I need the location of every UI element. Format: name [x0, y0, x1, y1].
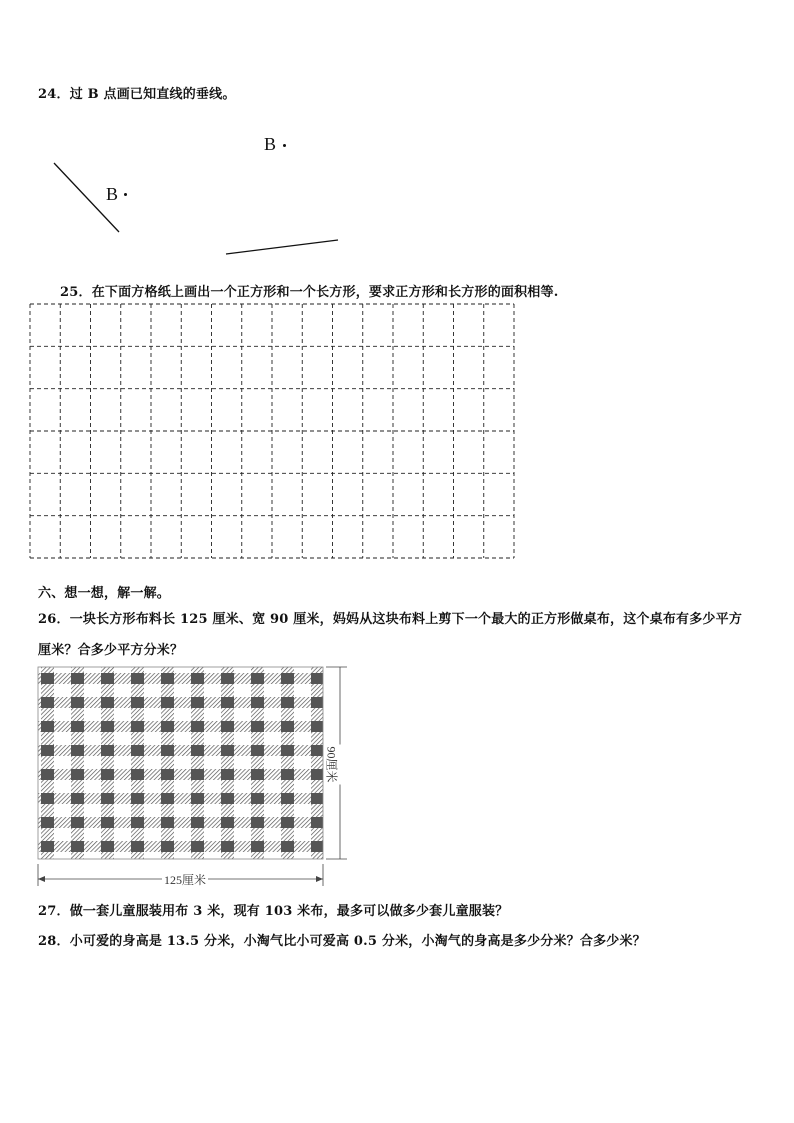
plaid-intersection	[281, 793, 294, 804]
height-label: 90厘米	[324, 746, 339, 783]
plaid-intersection	[311, 769, 323, 780]
plaid-intersection	[71, 841, 84, 852]
plaid-intersection	[71, 745, 84, 756]
plaid-intersection	[221, 769, 234, 780]
width-arrow-right	[316, 876, 323, 882]
plaid-intersection	[71, 793, 84, 804]
plaid-intersection	[251, 793, 264, 804]
point-b-left-label: B	[106, 184, 119, 204]
plaid-intersection	[131, 673, 144, 684]
plaid-vertical-band	[41, 667, 54, 859]
plaid-intersection	[41, 745, 54, 756]
plaid-intersection	[251, 841, 264, 852]
plaid-intersection	[131, 841, 144, 852]
question-27-text: 27．做一套儿童服装用布 3 米，现有 103 米布，最多可以做多少套儿童服装？	[38, 904, 509, 919]
plaid-vertical-band	[221, 667, 234, 859]
plaid-intersection	[101, 817, 114, 828]
plaid-intersection	[221, 697, 234, 708]
plaid-intersection	[221, 793, 234, 804]
plaid-intersection	[221, 673, 234, 684]
plaid-intersection	[221, 841, 234, 852]
plaid-intersection	[251, 697, 264, 708]
question-26-line1: 26．一块长方形布料长 125 厘米、宽 90 厘米，妈妈从这块布料上剪下一个最大的正方形做桌布，这个桌布有多少平方	[38, 612, 743, 627]
plaid-intersection	[161, 697, 174, 708]
plaid-intersection	[251, 745, 264, 756]
plaid-intersection	[281, 721, 294, 732]
plaid-intersection	[101, 721, 114, 732]
plaid-intersection	[221, 721, 234, 732]
plaid-intersection	[281, 817, 294, 828]
width-label: 125厘米	[164, 873, 207, 887]
plaid-intersection	[311, 841, 323, 852]
plaid-intersection	[281, 841, 294, 852]
plaid-intersection	[161, 817, 174, 828]
point-b-top-label: B	[264, 134, 277, 154]
plaid-intersection	[131, 745, 144, 756]
plaid-vertical-band	[281, 667, 294, 859]
plaid-intersection	[101, 673, 114, 684]
plaid-intersection	[311, 673, 323, 684]
plaid-intersection	[161, 769, 174, 780]
question-28-text: 28．小可爱的身高是 13.5 分米，小淘气比小可爱高 0.5 分米，小淘气的身高是多少分米？合多少米？	[38, 934, 646, 949]
plaid-intersection	[131, 817, 144, 828]
plaid-intersection	[251, 817, 264, 828]
plaid-intersection	[41, 793, 54, 804]
plaid-intersection	[161, 673, 174, 684]
plaid-intersection	[281, 673, 294, 684]
plaid-intersection	[251, 721, 264, 732]
plaid-intersection	[131, 697, 144, 708]
plaid-intersection	[191, 841, 204, 852]
plaid-intersection	[281, 745, 294, 756]
plaid-intersection	[191, 673, 204, 684]
plaid-intersection	[71, 673, 84, 684]
plaid-vertical-band	[311, 667, 323, 859]
plaid-intersection	[131, 721, 144, 732]
plaid-vertical-band	[101, 667, 114, 859]
plaid-intersection	[221, 745, 234, 756]
plaid-intersection	[191, 745, 204, 756]
plaid-intersection	[131, 793, 144, 804]
plaid-intersection	[311, 745, 323, 756]
plaid-intersection	[101, 793, 114, 804]
question-25-text: 25．在下面方格纸上画出一个正方形和一个长方形，要求正方形和长方形的面积相等.	[60, 285, 559, 300]
plaid-intersection	[161, 841, 174, 852]
plaid-intersection	[281, 769, 294, 780]
plaid-intersection	[101, 841, 114, 852]
question-26-line2: 厘米？合多少平方分米？	[38, 643, 184, 658]
plaid-intersection	[161, 745, 174, 756]
plaid-intersection	[251, 769, 264, 780]
question-24-text: 24．过 B 点画已知直线的垂线。	[38, 87, 236, 102]
plaid-intersection	[311, 793, 323, 804]
plaid-intersection	[71, 721, 84, 732]
plaid-intersection	[71, 697, 84, 708]
plaid-intersection	[281, 697, 294, 708]
plaid-vertical-band	[161, 667, 174, 859]
section-6-title: 六、想一想，解一解。	[38, 586, 171, 601]
plaid-intersection	[41, 673, 54, 684]
plaid-intersection	[101, 697, 114, 708]
width-arrow-left	[38, 876, 45, 882]
plaid-vertical-band	[131, 667, 144, 859]
plaid-intersection	[131, 769, 144, 780]
plaid-intersection	[191, 721, 204, 732]
plaid-intersection	[41, 697, 54, 708]
plaid-intersection	[71, 817, 84, 828]
plaid-intersection	[191, 769, 204, 780]
plaid-intersection	[41, 769, 54, 780]
plaid-intersection	[101, 769, 114, 780]
plaid-vertical-band	[251, 667, 264, 859]
plaid-intersection	[161, 793, 174, 804]
plaid-intersection	[101, 745, 114, 756]
plaid-intersection	[71, 769, 84, 780]
plaid-intersection	[161, 721, 174, 732]
plaid-intersection	[311, 697, 323, 708]
plaid-intersection	[41, 721, 54, 732]
plaid-intersection	[311, 817, 323, 828]
plaid-intersection	[41, 841, 54, 852]
plaid-intersection	[41, 817, 54, 828]
plaid-vertical-band	[191, 667, 204, 859]
plaid-intersection	[251, 673, 264, 684]
plaid-intersection	[191, 817, 204, 828]
plaid-intersection	[191, 697, 204, 708]
plaid-intersection	[191, 793, 204, 804]
plaid-vertical-band	[71, 667, 84, 859]
plaid-intersection	[311, 721, 323, 732]
plaid-intersection	[221, 817, 234, 828]
